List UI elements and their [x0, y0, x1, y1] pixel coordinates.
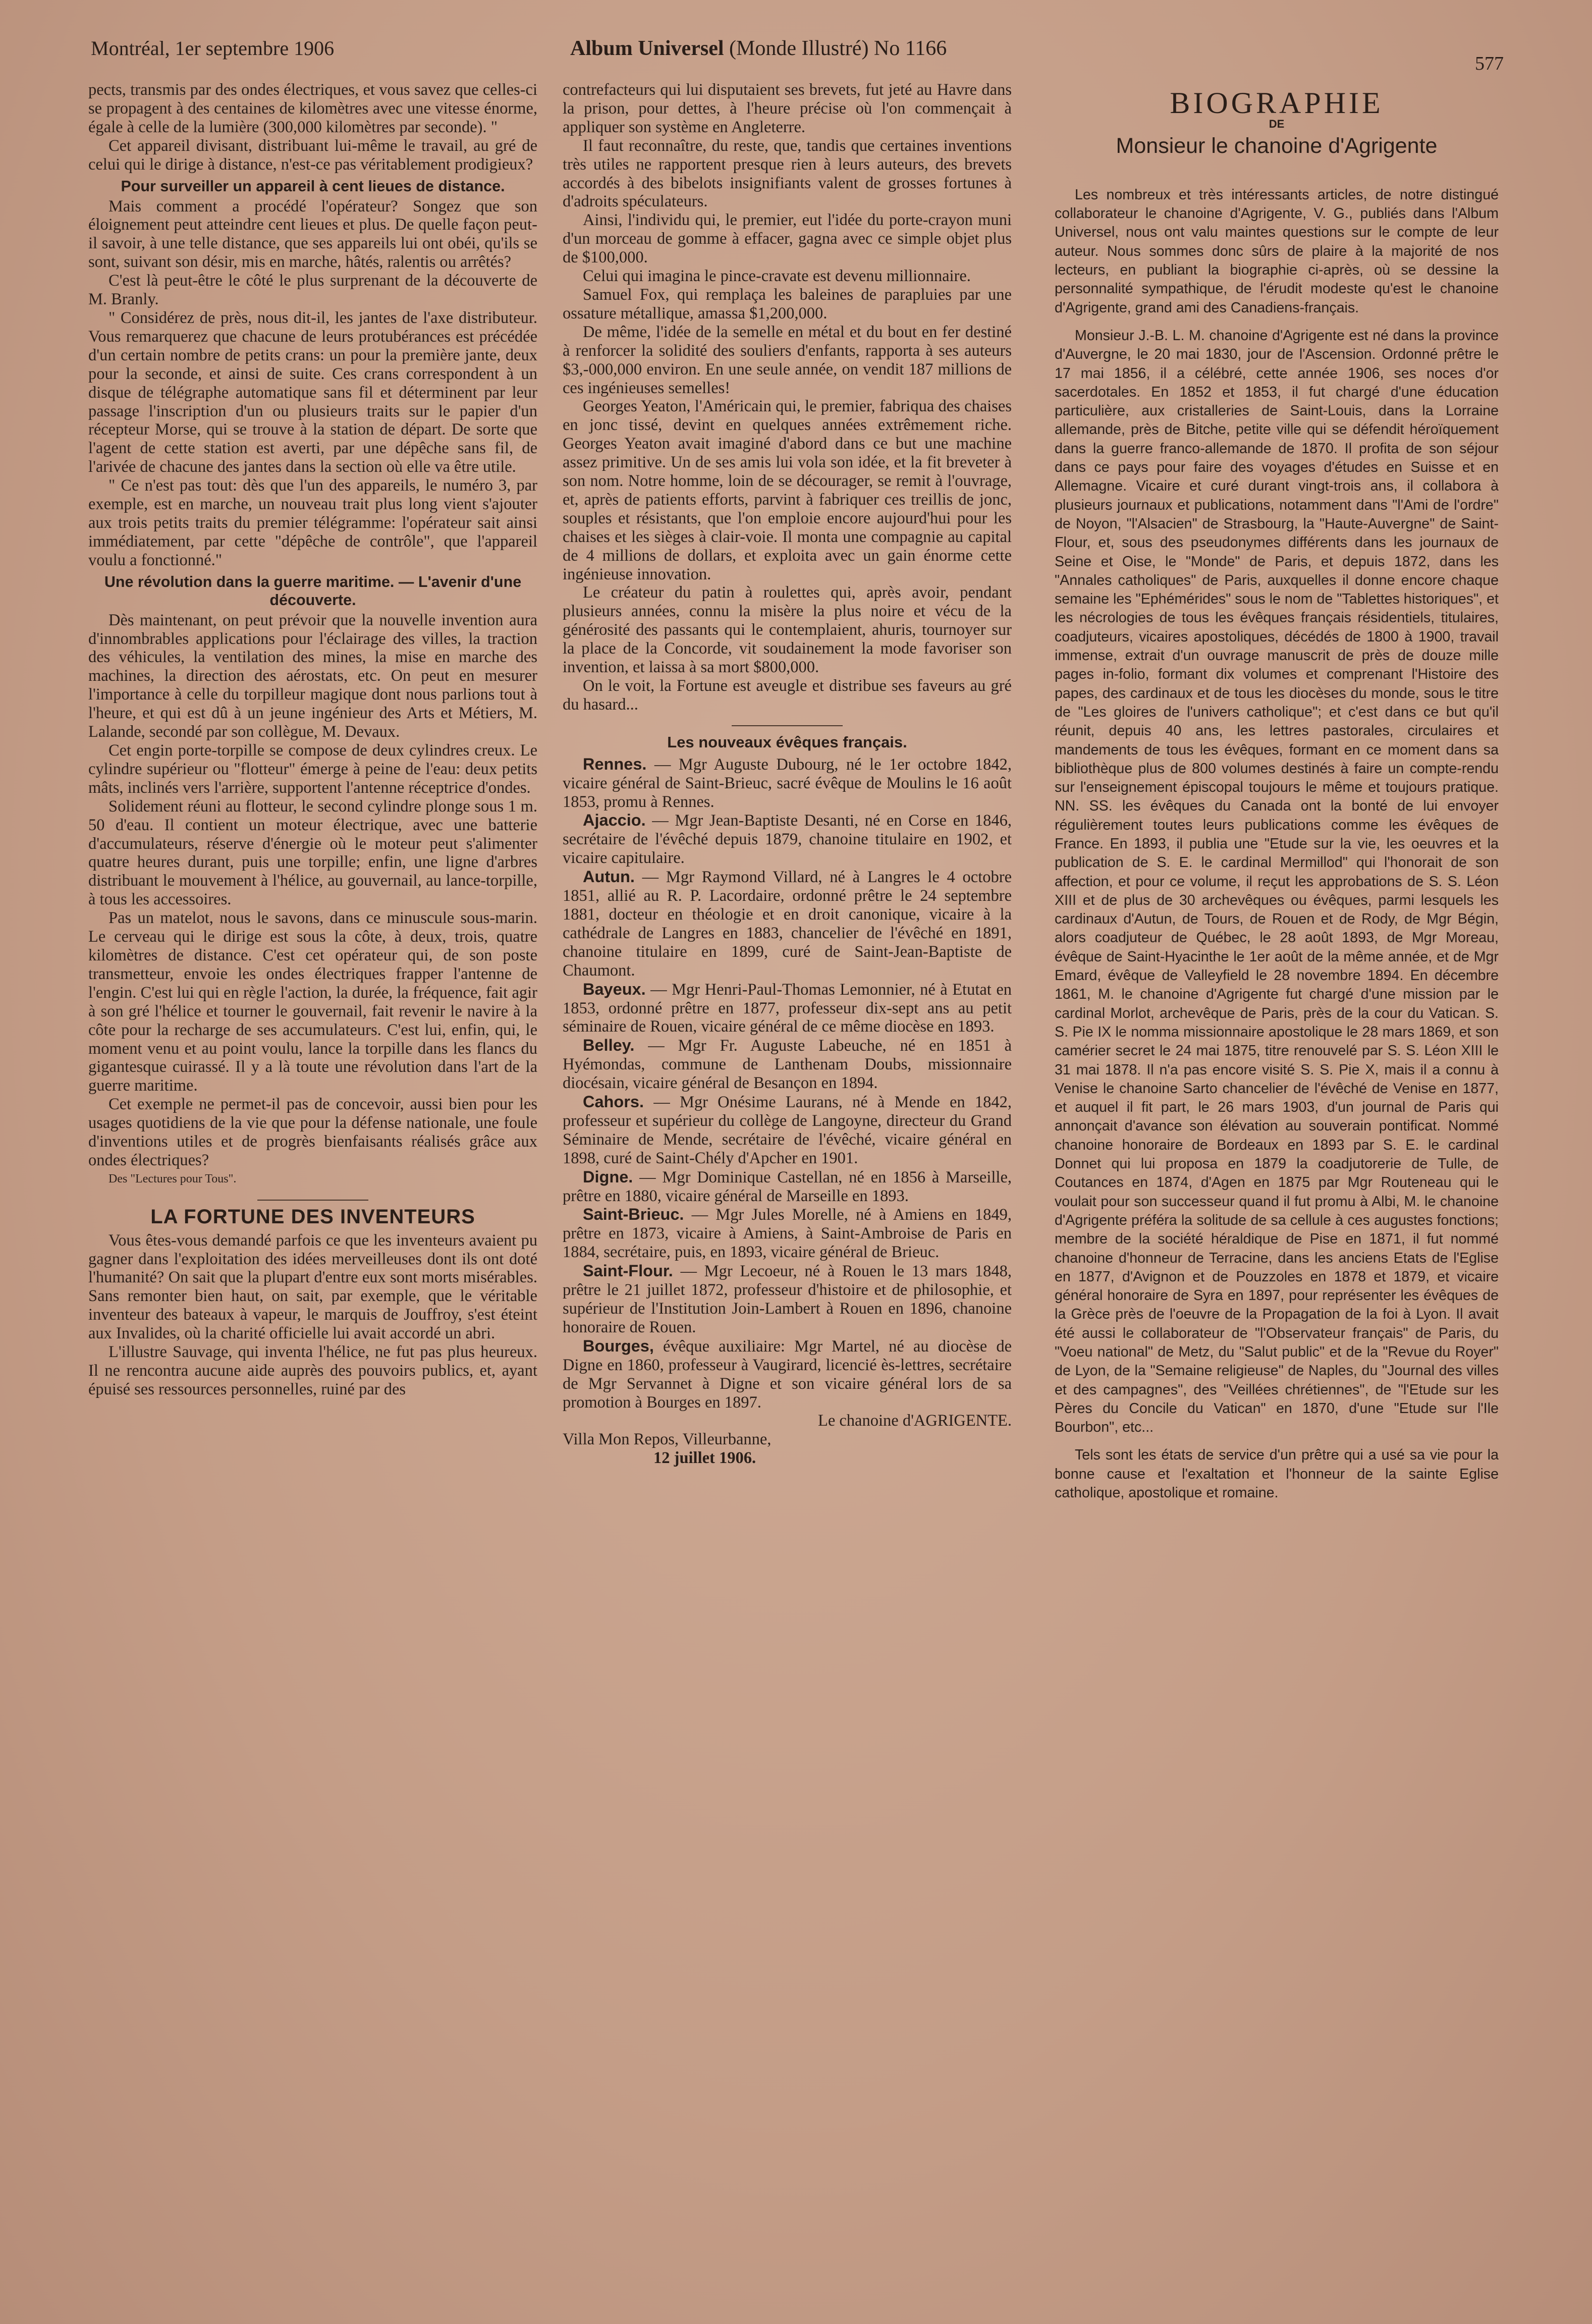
paragraph: Mais comment a procédé l'opérateur? Songez que son éloignement peut atteindre cent lieues et plus. De quelle façon peut-il savoir, à une telle distance, que ses appareils lui ont obéi, qu'ils se sont, suivant son désir, mis en marche, hâtés, ralentis ou arrêtés? — [88, 197, 537, 272]
paragraph: C'est là peut-être le côté le plus surprenant de la découverte de M. Branly. — [88, 272, 537, 309]
paragraph: " Considérez de près, nous dit-il, les jantes de l'axe distributeur. Vous remarquerez que chacune de leurs protubérances est précédée d'un certain nombre de petits crans: un pour la première jante, deux pour la seconde, et ainsi de suite. Ces crans correspondent à un disque de télégraphe automatique sans fil et déterminent par leur passage l'inscription d'un ou plusieurs traits sur le papier d'un récepteur Morse, qui se trouve à la station de départ. De sorte que l'agent de cette station est averti, par une dépêche sans fil, de l'arivée de chacune des jantes dans la section où elle va être utile. — [88, 308, 537, 476]
paragraph: L'illustre Sauvage, qui inventa l'hélice, ne fut pas plus heureux. Il ne rencontra aucune aide auprès des pouvoirs publics, et, ayant épuisé ses ressources personnelles, ruiné par des — [88, 1343, 537, 1398]
diocese-name: Rennes. — [583, 754, 647, 773]
column-left — [88, 81, 537, 2291]
column-right — [1055, 81, 1499, 2291]
diocese-name: Bayeux. — [583, 980, 646, 998]
signature-place: Villa Mon Repos, Villeurbanne, — [563, 1430, 772, 1449]
subheading: Pour surveiller un appareil à cent lieues de distance. — [121, 177, 505, 195]
issue-number: (Monde Illustré) No 1166 — [724, 37, 947, 60]
biography-de: DE — [1269, 118, 1285, 131]
paragraph: " Ce n'est pas tout: dès que l'un des appareils, le numéro 3, par exemple, est en marche, un nouveau trait plus long vient s'ajouter aux trois petits traits du premier télégramme: l'opérateur sait ainsi immédiatement, par cette "dépêche de contrôle", que l'appareil voulu a fonctionné." — [88, 476, 537, 569]
bishop-entry: Bayeux. — Mgr Henri-Paul-Thomas Lemonnier, né à Etutat en 1853, ordonné prêtre en 1877, professeur dix-sept ans au petit séminaire de Rouen, vicaire général de ce même diocèse en 1893. — [563, 980, 1012, 1036]
bishop-list — [563, 755, 1012, 1412]
paragraph: Cet exemple ne permet-il pas de concevoir, aussi bien pour les usages quotidiens de la vie que pour la défense nationale, une foule d'inventions utiles et de progrès bienfaisants réalisés grâce aux ondes électriques? — [88, 1095, 537, 1169]
bishop-entry: Cahors. — Mgr Onésime Laurans, né à Mende en 1842, professeur et supérieur du collège de Langoyne, directeur du Grand Séminaire de Mende, secrétaire de l'évêché, vicaire général en 1898, curé de Saint-Chély d'Apcher en 1901. — [563, 1093, 1012, 1167]
bishop-entry: Digne. — Mgr Dominique Castellan, né en 1856 à Marseille, prêtre en 1880, vicaire général de Marseille en 1893. — [563, 1167, 1012, 1205]
publication-title — [570, 36, 947, 61]
divider — [732, 725, 843, 726]
diocese-name: Cahors. — [583, 1093, 644, 1111]
bishop-entry: Ajaccio. — Mgr Jean-Baptiste Desanti, né en Corse en 1846, secrétaire de l'évêché depuis 1879, chanoine titulaire en 1902, et vicaire capitulaire. — [563, 811, 1012, 868]
paragraph: pects, transmis par des ondes électriques, et vous savez que celles-ci se propagent à des centaines de kilomètres avec une vitesse énorme, égale à celle de la lumière (300,000 kilomètres par seconde). " — [88, 81, 537, 136]
bishop-entry: Rennes. — Mgr Auguste Dubourg, né le 1er octobre 1842, vicaire général de Saint-Brieuc, sacré évêque de Moulins le 16 août 1853, promu à Rennes. — [563, 754, 1012, 811]
paragraph: Georges Yeaton, l'Américain qui, le premier, fabriqua des chaises en jonc tissé, devint en quelques années extrêmement riche. Georges Yeaton avait imaginé d'abord dans ce but une machine assez primitive. Un de ses amis lui vola son idée, et la fit breveter à son nom. Notre homme, loin de se décourager, se remit à l'ouvrage, et, après de patients efforts, parvint à fabriquer ces treillis de jonc, souples et résistants, que l'on emploie encore aujourd'hui pour les chaises et les sièges à clair-voie. Il monta une compagnie au capital de 4 millions de dollars, et exploita avec un gain énorme cette ingénieuse innovation. — [563, 397, 1012, 583]
biography-title: BIOGRAPHIE — [1170, 86, 1384, 120]
page-number: 577 — [1475, 53, 1504, 74]
paragraph: De même, l'idée de la semelle en métal et du bout en fer destiné à renforcer la solidité des souliers d'enfants, rapporta à ses auteurs $3,-000,000 environ. En une seule année, on vendit 187 millions de ces ingénieuses semelles! — [563, 322, 1012, 397]
paragraph: Samuel Fox, qui remplaça les baleines de parapluies par une ossature métallique, amassa $1,200,000. — [563, 285, 1012, 322]
biography-subtitle: Monsieur le chanoine d'Agrigente — [1116, 133, 1438, 158]
subheading: Une révolution dans la guerre maritime. — L'avenir d'une découverte. — [104, 573, 522, 609]
bishop-entry: Saint-Brieuc. — Mgr Jules Morelle, né à Amiens en 1849, prêtre en 1873, vicaire à Amiens, à Saint-Ambroise de Paris en 1884, secrétaire, puis, en 1893, vicaire général de Brieuc. — [563, 1205, 1012, 1262]
diocese-name: Autun. — [583, 868, 635, 886]
page-header — [91, 31, 1504, 77]
column-middle — [563, 81, 1012, 2291]
author-signature: Le chanoine d'AGRIGENTE. — [817, 1412, 1012, 1430]
paragraph: Vous êtes-vous demandé parfois ce que les inventeurs avaient pu gagner dans l'exploitation des idées merveilleuses dont ils ont doté l'humanité? On sait que la plupart d'entre eux sont morts misérables. Sans remonter bien haut, on sait, par exemple, que le véritable inventeur des bateaux à vapeur, le marquis de Jouffroy, s'est éteint aux Invalides, où la charité officielle lui avait accordé un abri. — [88, 1231, 537, 1343]
bishop-entry: Bourges, évêque auxiliaire: Mgr Martel, né au diocèse de Digne en 1860, professeur à Vaugirard, licencié ès-lettres, secrétaire de Mgr Servannet à Digne et son vicaire général lors de sa promotion à Bourges en 1897. — [563, 1336, 1012, 1412]
divider — [257, 1200, 368, 1201]
paragraph: Cet engin porte-torpille se compose de deux cylindres creux. Le cylindre supérieur ou "flotteur" émerge à peine de l'eau: deux petits mâts, inclinés vers l'arrière, supportent l'antenne réceptrice d'ondes. — [88, 741, 537, 797]
section-title: Les nouveaux évêques français. — [667, 733, 907, 751]
diocese-name: Bourges, — [583, 1336, 654, 1355]
bishop-entry: Autun. — Mgr Raymond Villard, né à Langres le 4 octobre 1851, allié au R. P. Lacordaire, ordonné prêtre le 24 septembre 1881, docteur en théologie et en droit canonique, vicaire à la cathédrale de Langres en 1883, chancelier de l'évêché en 1891, chanoine titulaire en 1899, curé de Saint-Jean-Baptiste de Chaumont. — [563, 868, 1012, 980]
bishop-entry: Belley. — Mgr Fr. Auguste Labeuche, né en 1851 à Hyémondas, commune de Lanthenam Doubs, missionnaire diocésain, vicaire général de Besançon en 1894. — [563, 1036, 1012, 1093]
paragraph: On le voit, la Fortune est aveugle et distribue ses faveurs au gré du hasard... — [563, 677, 1012, 714]
paragraph: Tels sont les états de service d'un prêtre qui a usé sa vie pour la bonne cause et l'exaltation et l'honneur de la sainte Eglise catholique, apostolique et romaine. — [1055, 1447, 1499, 1501]
paragraph: Cet appareil divisant, distribuant lui-même le travail, au gré de celui qui le dirige à distance, n'est-ce pas véritablement prodigieux? — [88, 136, 537, 174]
diocese-name: Belley. — [583, 1036, 635, 1055]
date-line: Montréal, 1er septembre 1906 — [91, 37, 335, 60]
signature-date: 12 juillet 1906. — [653, 1449, 756, 1468]
source-credit: Des "Lectures pour Tous". — [108, 1172, 237, 1185]
paragraph: Ainsi, l'individu qui, le premier, eut l'idée du porte-crayon muni d'un morceau de gomme à effacer, gagna avec ce simple objet plus de $100,000. — [563, 211, 1012, 267]
paragraph: Les nombreux et très intéressants articles, de notre distingué collaborateur le chanoine d'Agrigente, V. G., publiés dans l'Album Universel, nous ont valu maintes questions sur le compte de leur auteur. Nous sommes donc sûrs de plaire à la majorité de nos lecteurs, en publiant la biographie ci-après, où se dessine la personnalité sympathique, de l'érudit modeste qu'est le chanoine d'Agrigente, grand ami des Canadiens-français. — [1055, 186, 1499, 316]
paragraph: Le créateur du patin à roulettes qui, après avoir, pendant plusieurs années, connu la misère la plus noire et vécu de la générosité des passants qui le contemplaient, ahuris, tournoyer sur la place de la Concorde, vit soudainement la mode favoriser son invention, et laissa à sa mort $800,000. — [563, 583, 1012, 677]
diocese-name: Ajaccio. — [583, 811, 646, 830]
paragraph: Dès maintenant, on peut prévoir que la nouvelle invention aura d'innombrables applications pour l'éclairage des villes, la traction des véhicules, la ventilation des mines, la mise en marche des machines, la direction des aérostats, etc. On peut en mesurer l'importance à celle du torpilleur magique dont nous parlions tout à l'heure, et qui est dû à un jeune ingénieur des Arts et Métiers, M. Lalande, secondé par son collègue, M. Devaux. — [88, 611, 537, 741]
section-title: LA FORTUNE DES INVENTEURS — [150, 1205, 475, 1228]
diocese-name: Saint-Flour. — [583, 1262, 673, 1280]
paragraph: contrefacteurs qui lui disputaient ses brevets, fut jeté au Havre dans la prison, pour dettes, à l'heure précise où l'on commençait à appliquer son système en Angleterre. — [563, 81, 1012, 136]
paragraph: Pas un matelot, nous le savons, dans ce minuscule sous-marin. Le cerveau qui le dirige est sous la côte, à deux, trois, quatre kilomètres de distance. C'est cet opérateur qui, de son poste transmetteur, envoie les ondes électriques frapper l'antenne de l'engin. C'est lui qui en règle l'action, la durée, la fréquence, fait agir à son gré l'hélice et tourner le gouvernail, fait revenir le navire à la côte pour la recharge de ses accumulateurs. C'est lui, enfin, qui, le moment venu et au point voulu, lance la torpille dans les flancs du gigantesque cuirassé. Il y a là toute une révolution dans l'art de la guerre maritime. — [88, 909, 537, 1095]
diocese-name: Saint-Brieuc. — [583, 1205, 684, 1224]
paragraph: Monsieur J.-B. L. M. chanoine d'Agrigente est né dans la province d'Auvergne, le 20 mai 1830, jour de l'Ascension. Ordonné prêtre le 17 mai 1856, il a célébré, cette année 1906, ses noces d'or sacerdotales. En 1852 et 1853, il fut chargé d'une éducation particulière, aux cristalleries de Saint-Louis, dans la Lorraine allemande, près de Bitche, petite ville qui se défendit héroïquement dans la guerre franco-allemande de 1870. Il profita de son séjour dans ce pays pour faire des voyages d'études en Suisse et en Allemagne. Vicaire et curé durant vingt-trois ans, il collabora à plusieurs journaux et publications, notamment dans "l'Ami de l'ordre" de Noyon, "l'Alsacien" de Strasbourg, la "Haute-Auvergne" de Saint-Flour, et, sous des pseudonymes différents dans les journaux de Seine et Oise, le "Monde" de Paris, et depuis 1872, dans les "Annales catholiques" de Paris, auxquelles il donne encore chaque semaine les "Ephémérides" sous le nom de "Tablettes historiques", et les nécrologies de tous les évêques français résidentiels, titulaires, coadjuteurs, vicaires apostoliques, décédés de 1800 à 1900, travail immense, extrait d'un ouvrage manuscrit de près de douze mille pages in-folio, formant dix volumes et comprenant l'Histoire des papes, des cardinaux et de tous les diocèses du monde, sous le titre de "Les gloires de l'univers catholique"; et c'est dans ce but qu'il réunit, depuis 40 ans, les lettres pastorales, circulaires et mandements de tous les évêques, formant en ce moment dans sa bibliothèque plus de 800 volumes destinés à faire un compte-rendu sur l'enseignement épiscopal toujours le même et toujours pratique. NN. SS. les évêques du Canada ont la bonté de lui envoyer régulièrement toutes leurs publications comme les évêques de France. En 1893, il publia une "Etude sur la vie, les oeuvres et la publication de S. E. le cardinal Mermillod" qui l'honorait de son affection, et pour ce volume, il reçut les approbations de S. S. Léon XIII et de plus de 30 archevêques ou évêques, parmi lesquels les cardinaux d'Autun, de Tours, de Rouen et de Rody, de Mgr Bégin, alors coadjuteur de Québec, le 28 août 1893, de Mgr Moreau, évêque de Saint-Hyacinthe le 1er août de la même année, et de Mgr Emard, évêque de Valleyfield le 28 novembre 1894. En décembre 1861, M. le chanoine d'Agrigente fut chargé d'une mission par le cardinal Morlot, archevêque de Paris, près de la cour du Vatican. S. S. Pie IX le nomma missionnaire apostolique le 28 mars 1869, et son camérier secret le 24 mai 1875, titre renouvelé par S. S. Léon XIII le 31 mai 1878. Il n'a pas encore visité S. S. Pie X, mais il a connu à Venise le chanoine Sarto chancelier de l'évêché de Venise en 1877, et auquel il fit part, le 26 mars 1903, d'un journal de Paris qui annonçait d'avance son élévation au souverain pontificat. Nommé chanoine honoraire de Bordeaux en 1893 par S. E. le cardinal Donnet qui lui proposa en 1879 la coadjutorerie de Tulle, de Coutances en 1874, d'Agen en 1875 par Mgr Routeneau qui le voulait pour son successeur quand il fut promu à Albi, M. le chanoine d'Agrigente préféra la solitude de sa cellule à ces augustes fonctions; membre de la société héraldique de Pise en 1871, il fut nommé chanoine d'honneur de Terracine, dans les anciens Etats de l'Eglise en 1877, d'Avignon et de Pouzzoles en 1878 et 1879, et vicaire général honoraire de Syra en 1897, pour représenter les évêques de la Grèce près de l'oeuvre de la Propagation de la foi à Lyon. Il avait été aussi le collaborateur de "l'Observateur français" de Paris, du "Voeu national" de Metz, du "Salut public" et de la "Revue du Royer" de Lyon, de la "Semaine religieuse" de Naples, du "Journal des villes et des campagnes", des "Veillées chrétiennes", de "l'Etude sur les Pères du Concile du Vatican" en 1870, d'une "Etude sur l'Ile Bourbon", etc... — [1055, 327, 1499, 1436]
paragraph: Celui qui imagina le pince-cravate est devenu millionnaire. — [583, 267, 971, 286]
paragraph: Solidement réuni au flotteur, le second cylindre plonge sous 1 m. 50 d'eau. Il contient un moteur électrique, avec une batterie d'accumulateurs, réserve d'énergie où le moteur peut s'alimenter quatre heures durant, puis une torpille; enfin, une ligne d'arbres distribuant le mouvement à l'hélice, au gouvernail, au lance-torpille, à tous les accessoires. — [88, 797, 537, 909]
publication-name: Album Universel — [570, 37, 724, 60]
bishop-entry: Saint-Flour. — Mgr Lecoeur, né à Rouen le 13 mars 1848, prêtre le 21 juillet 1872, professeur d'histoire et de philosophie, et supérieur de l'Institution Join-Lambert à Rouen en 1896, chanoine honoraire de Rouen. — [563, 1262, 1012, 1336]
diocese-name: Digne. — [583, 1167, 633, 1186]
paragraph: Il faut reconnaître, du reste, que, tandis que certaines inventions très utiles ne rapportent presque rien à leurs auteurs, des brevets accordés à des bibelots insignifiants valent de grosses fortunes à d'adroits spéculateurs. — [563, 136, 1012, 211]
